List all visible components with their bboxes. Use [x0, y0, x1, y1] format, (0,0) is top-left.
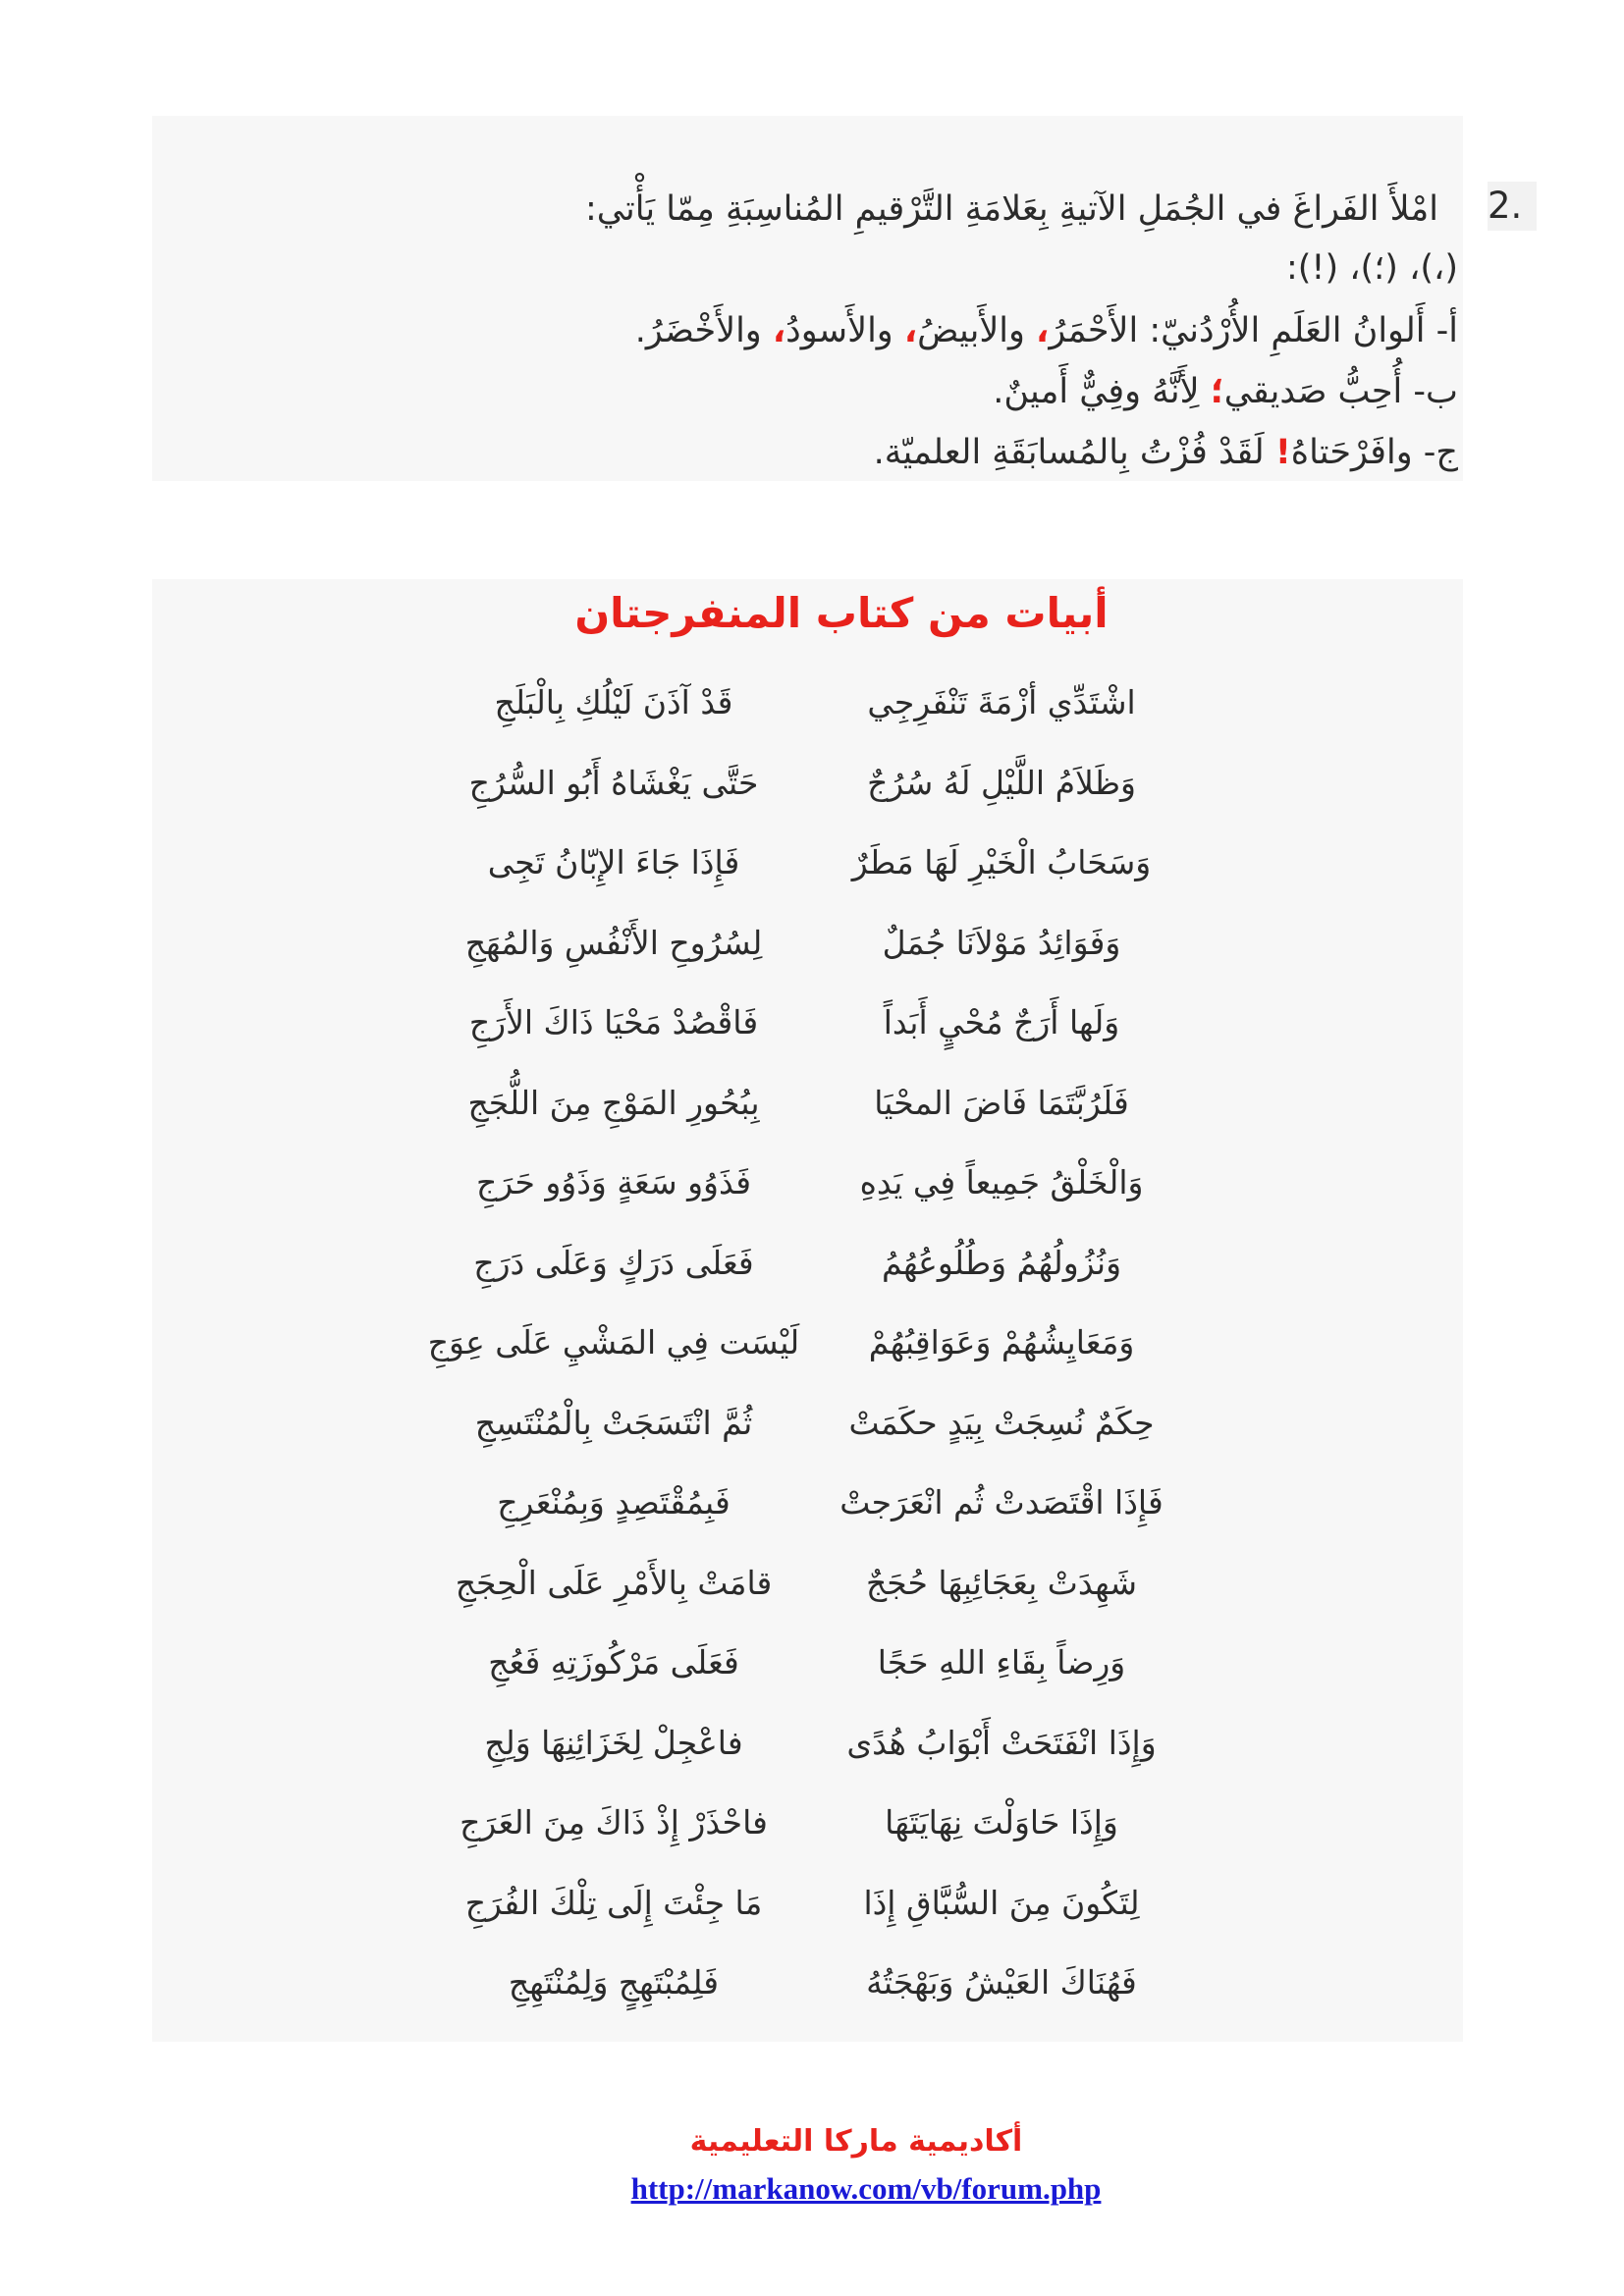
verse-first-hemistich: وَالْخَلْقُ جَمِيعاً فِي يَدِهِ — [859, 1163, 1144, 1201]
verse-second-hemistich: فاعْجِلْ لِخَزَائِنِهَا وَلِجِ — [484, 1724, 743, 1762]
verse-first-hemistich: وَرِضاً بِقَاءِ اللهِ حَجًا — [877, 1643, 1126, 1682]
verse-second-hemistich: بِبُحُورِ المَوْجِ مِنَ اللُّجَجِ — [467, 1084, 760, 1122]
verse-second-hemistich: فَعَلَى دَرَكٍ وَعَلَى دَرَجِ — [473, 1244, 754, 1282]
verse-second-hemistich: قامَتْ بِالأَمْرِ عَلَى الْحِجَجِ — [455, 1564, 773, 1602]
verse-second-hemistich: ثُمَّ انْتَسَجَتْ بِالْمُنْتَسِجِ — [474, 1404, 753, 1442]
verse-first-hemistich: فَإِذَا اقْتَصَدتْ ثُم انْعَرَجتْ — [839, 1483, 1164, 1522]
exercise-item-b: ب- أُحِبُّ صَديقي؛ لِأَنَّهُ وفِيٌّ أَمينٌ. — [993, 372, 1458, 411]
exercise-item-a: أ- أَلوانُ العَلَمِ الأُرْدُنيّ: الأَحْمَرُ، والأَبيضُ، والأَسودُ، والأَخْضَرُ. — [634, 311, 1458, 350]
footer-forum-link[interactable]: http://markanow.com/vb/forum.php — [630, 2171, 1102, 2206]
exercise-instruction: امْلأَ الفَراغَ في الجُمَلِ الآتيةِ بِعَلامَةِ التَّرْقيمِ المُناسِبَةِ مِمّا يَأْتي: — [584, 189, 1438, 229]
verse-second-hemistich: فَلِمُبْتَهِجٍ وَلِمُنْتَهِجِ — [508, 1963, 720, 2002]
verse-second-hemistich: حَتَّى يَغْشَاهُ أَبُو السُّرُجِ — [468, 764, 759, 802]
verse-first-hemistich: لِتَكُونَ مِنَ السُّبَّاقِ إِذَا — [863, 1884, 1140, 1922]
semicolon-mark: ؛ — [1210, 372, 1224, 411]
verse-second-hemistich: لِسُرُوحِ الأَنْفُسِ وَالمُهَجِ — [464, 924, 763, 962]
verse-first-hemistich: وَمَعَايِشُهُمْ وَعَوَاقِبُهُمْ — [868, 1323, 1135, 1362]
verse-second-hemistich: فَذَوُو سَعَةٍ وَذَوُو حَرَجِ — [475, 1163, 752, 1201]
footer-academy-name: أكاديمية ماركا التعليمية — [689, 2124, 1023, 2159]
verse-first-hemistich: وَإِذَا حَاوَلْتَ نِهَايَتَهَا — [885, 1803, 1118, 1842]
verse-first-hemistich: اشْتَدِّي أزْمَةَ تَنْفَرِجِي — [867, 683, 1136, 721]
comma-mark: ، — [1036, 311, 1050, 350]
punctuation-marks: (،)، (؛)، (!): — [1285, 248, 1458, 288]
verse-second-hemistich: مَا جِئْتَ إِلَى تِلْكَ الفُرَجِ — [464, 1884, 763, 1922]
exercise-number: 2. — [1488, 182, 1537, 231]
verse-first-hemistich: وَإِذَا انْفَتَحَتْ أَبْوَابُ هُدًى — [846, 1724, 1157, 1762]
verse-first-hemistich: وَنُزُولُهُمُ وَطُلُوعُهُمُ — [881, 1244, 1122, 1282]
verse-first-hemistich: وَظَلاَمُ اللَّيْلِ لَهُ سُرُجٌ — [867, 764, 1136, 802]
exercise-panel — [152, 116, 1463, 481]
verse-first-hemistich: فَهُنَاكَ العَيْشُ وَبَهْجَتُهُ — [866, 1963, 1137, 2002]
verse-second-hemistich: فَإِذَا جَاءَ الإِبّانُ تَجِى — [487, 843, 740, 881]
verse-second-hemistich: فَاقْصُدْ مَحْيَا ذَاكَ الأَرَجِ — [468, 1003, 759, 1041]
exclamation-mark: ! — [1274, 433, 1291, 472]
comma-mark: ، — [903, 311, 918, 350]
verse-second-hemistich: فَبِمُقْتَصِدٍ وَبِمُنْعَرِجِ — [497, 1483, 731, 1522]
verse-second-hemistich: لَيْسَت فِي المَشْيِ عَلَى عِوَجِ — [427, 1323, 800, 1362]
verse-first-hemistich: فَلَرُبَّتَمَا فَاضَ المحْيَا — [874, 1084, 1129, 1122]
comma-mark: ، — [772, 311, 786, 350]
poem-title: أبيات من كتاب المنفرجتان — [574, 589, 1109, 637]
exercise-item-c: ج- وافَرْحَتاهُ! لَقَدْ فُزْتُ بِالمُسابَقَةِ العلميّة. — [873, 433, 1458, 472]
verse-first-hemistich: وَسَحَابُ الْخَيْرِ لَهَا مَطَرٌ — [851, 843, 1152, 881]
verse-first-hemistich: حِكَمٌ نُسِجَتْ بِيَدٍ حكَمَتْ — [848, 1404, 1155, 1442]
verse-first-hemistich: شَهِدَتْ بِعَجَائِبِهَا حُجَجٌ — [865, 1564, 1138, 1602]
verse-second-hemistich: قَدْ آذَنَ لَيْلُكِ بِالْبَلَجِ — [494, 683, 733, 721]
verse-second-hemistich: فاحْذَرْ إِذْ ذَاكَ مِنَ العَرَجِ — [460, 1803, 768, 1842]
verse-second-hemistich: فَعَلَى مَرْكُوزَتِهِ فَعُجِ — [488, 1643, 739, 1682]
verse-first-hemistich: وَفَوَائِدُ مَوْلاَنَا جُمَلٌ — [882, 924, 1121, 962]
verse-first-hemistich: وَلَها أَرَجٌ مُحْيٍ أَبَداً — [883, 1003, 1120, 1041]
